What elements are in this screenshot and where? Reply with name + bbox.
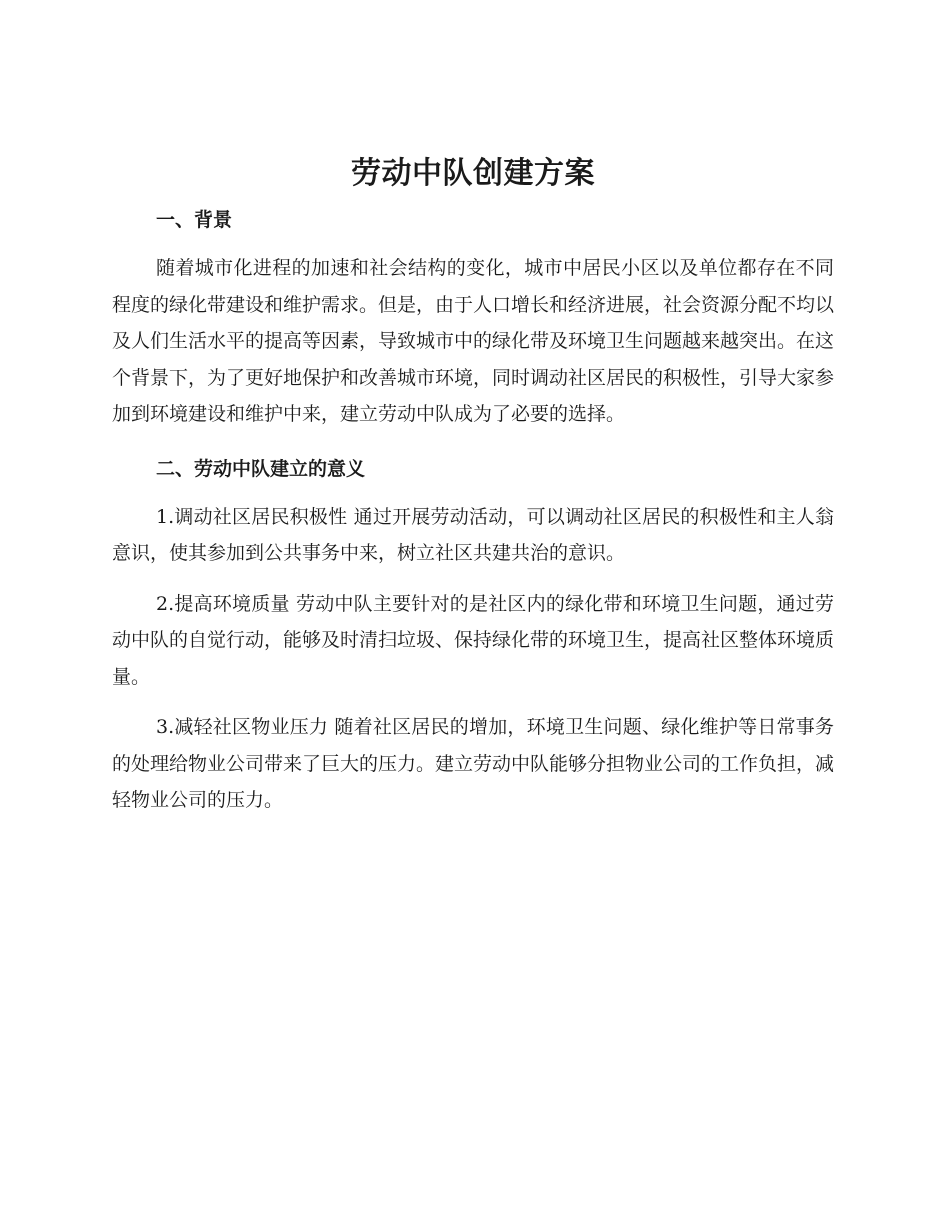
document-title: 劳动中队创建方案 <box>351 156 595 191</box>
document-page <box>112 148 834 819</box>
section-heading-significance: 二、劳动中队建立的意义 <box>156 457 366 480</box>
section-heading-background: 一、背景 <box>156 209 233 231</box>
significance-item-2-title: 2.提高环境质量 <box>156 592 290 615</box>
significance-item-1-title: 1.调动社区居民积极性 <box>156 505 348 528</box>
significance-item-2-text: 劳动中队主要针对的是社区内的绿化带和环境卫生问题，通过劳动中队的自觉行动，能够及时清扫垃圾、保持绿化带的环境卫生，提高社区整体环境质量。 <box>112 592 835 688</box>
significance-item-1-text: 通过开展劳动活动，可以调动社区居民的积极性和主人翁意识，使其参加到公共事务中来，树立社区共建共治的意识。 <box>112 505 834 564</box>
significance-item-1 <box>112 499 834 572</box>
significance-item-3-title: 3.减轻社区物业压力 <box>156 716 329 738</box>
significance-item-3-text: 随着社区居民的增加，环境卫生问题、绿化维护等日常事务的处理给物业公司带来了巨大的压力。建立劳动中队能够分担物业公司的工作负担，减轻物业公司的压力。 <box>112 716 835 811</box>
background-paragraph: 随着城市化进程的加速和社会结构的变化，城市中居民小区以及单位都存在不同程度的绿化带建设和维护需求。但是，由于人口增长和经济进展，社会资源分配不均以及人们生活水平的提高等因素，导致城市中的绿化带及环境卫生问题越来越突出。在这个背景下，为了更好地保护和改善城市环境，同时调动社区居民的积极性，引导大家参加到环境建设和维护中来，建立劳动中队成为了必要的选择。 <box>112 257 835 425</box>
significance-item-3 <box>112 709 834 819</box>
significance-item-2 <box>112 586 834 696</box>
